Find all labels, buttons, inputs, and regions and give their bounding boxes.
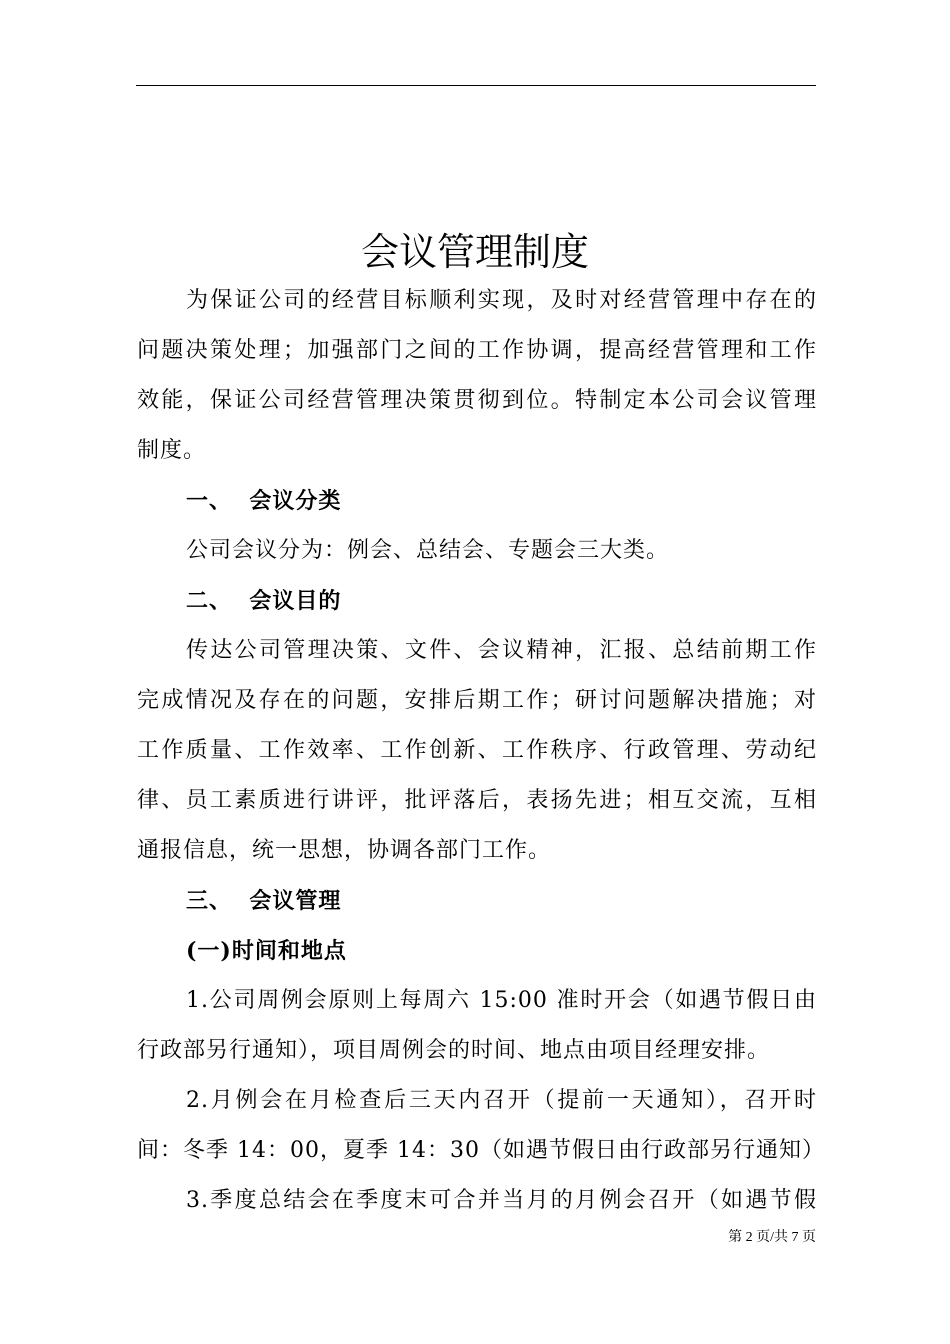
page-number: 第 2 页/共 7 页 bbox=[728, 1230, 816, 1245]
section-3-line-3: 2.月例会在月检查后三天内召开（提前一天通知），召开时 bbox=[186, 1088, 817, 1113]
section-2-line-5: 通报信息，统一思想，协调各部门工作。 bbox=[137, 838, 552, 863]
section-3-line-4: 间：冬季 14：00，夏季 14：30（如遇节假日由行政部另行通知） bbox=[137, 1138, 825, 1163]
document-title: 会议管理制度 bbox=[360, 230, 589, 274]
intro-line-1: 为保证公司的经营目标顺利实现，及时对经营管理中存在的 bbox=[186, 288, 817, 313]
section-3-line-5: 3.季度总结会在季度末可合并当月的月例会召开（如遇节假 bbox=[186, 1188, 817, 1213]
section-1-heading: 一、 会议分类 bbox=[186, 488, 342, 514]
section-3-subheading: (一)时间和地点 bbox=[186, 938, 347, 964]
intro-line-2: 问题决策处理；加强部门之间的工作协调，提高经营管理和工作 bbox=[137, 338, 817, 363]
section-2-line-3: 工作质量、工作效率、工作创新、工作秩序、行政管理、劳动纪 bbox=[137, 738, 817, 763]
header-rule bbox=[136, 85, 816, 86]
section-2-line-4: 律、员工素质进行讲评，批评落后，表扬先进；相互交流，互相 bbox=[137, 788, 817, 813]
intro-line-3: 效能，保证公司经营管理决策贯彻到位。特制定本公司会议管理 bbox=[137, 388, 817, 413]
intro-line-4: 制度。 bbox=[137, 438, 207, 463]
section-2-heading: 二、 会议目的 bbox=[186, 588, 342, 614]
section-1-body: 公司会议分为：例会、总结会、专题会三大类。 bbox=[186, 538, 670, 563]
section-3-line-1: 1.公司周例会原则上每周六 15:00 准时开会（如遇节假日由 bbox=[186, 988, 817, 1013]
section-2-line-1: 传达公司管理决策、文件、会议精神，汇报、总结前期工作 bbox=[186, 638, 817, 663]
section-3-line-2: 行政部另行通知），项目周例会的时间、地点由项目经理安排。 bbox=[137, 1038, 771, 1063]
section-3-heading: 三、 会议管理 bbox=[186, 888, 342, 914]
section-2-line-2: 完成情况及存在的问题，安排后期工作；研讨问题解决措施；对 bbox=[137, 688, 817, 713]
